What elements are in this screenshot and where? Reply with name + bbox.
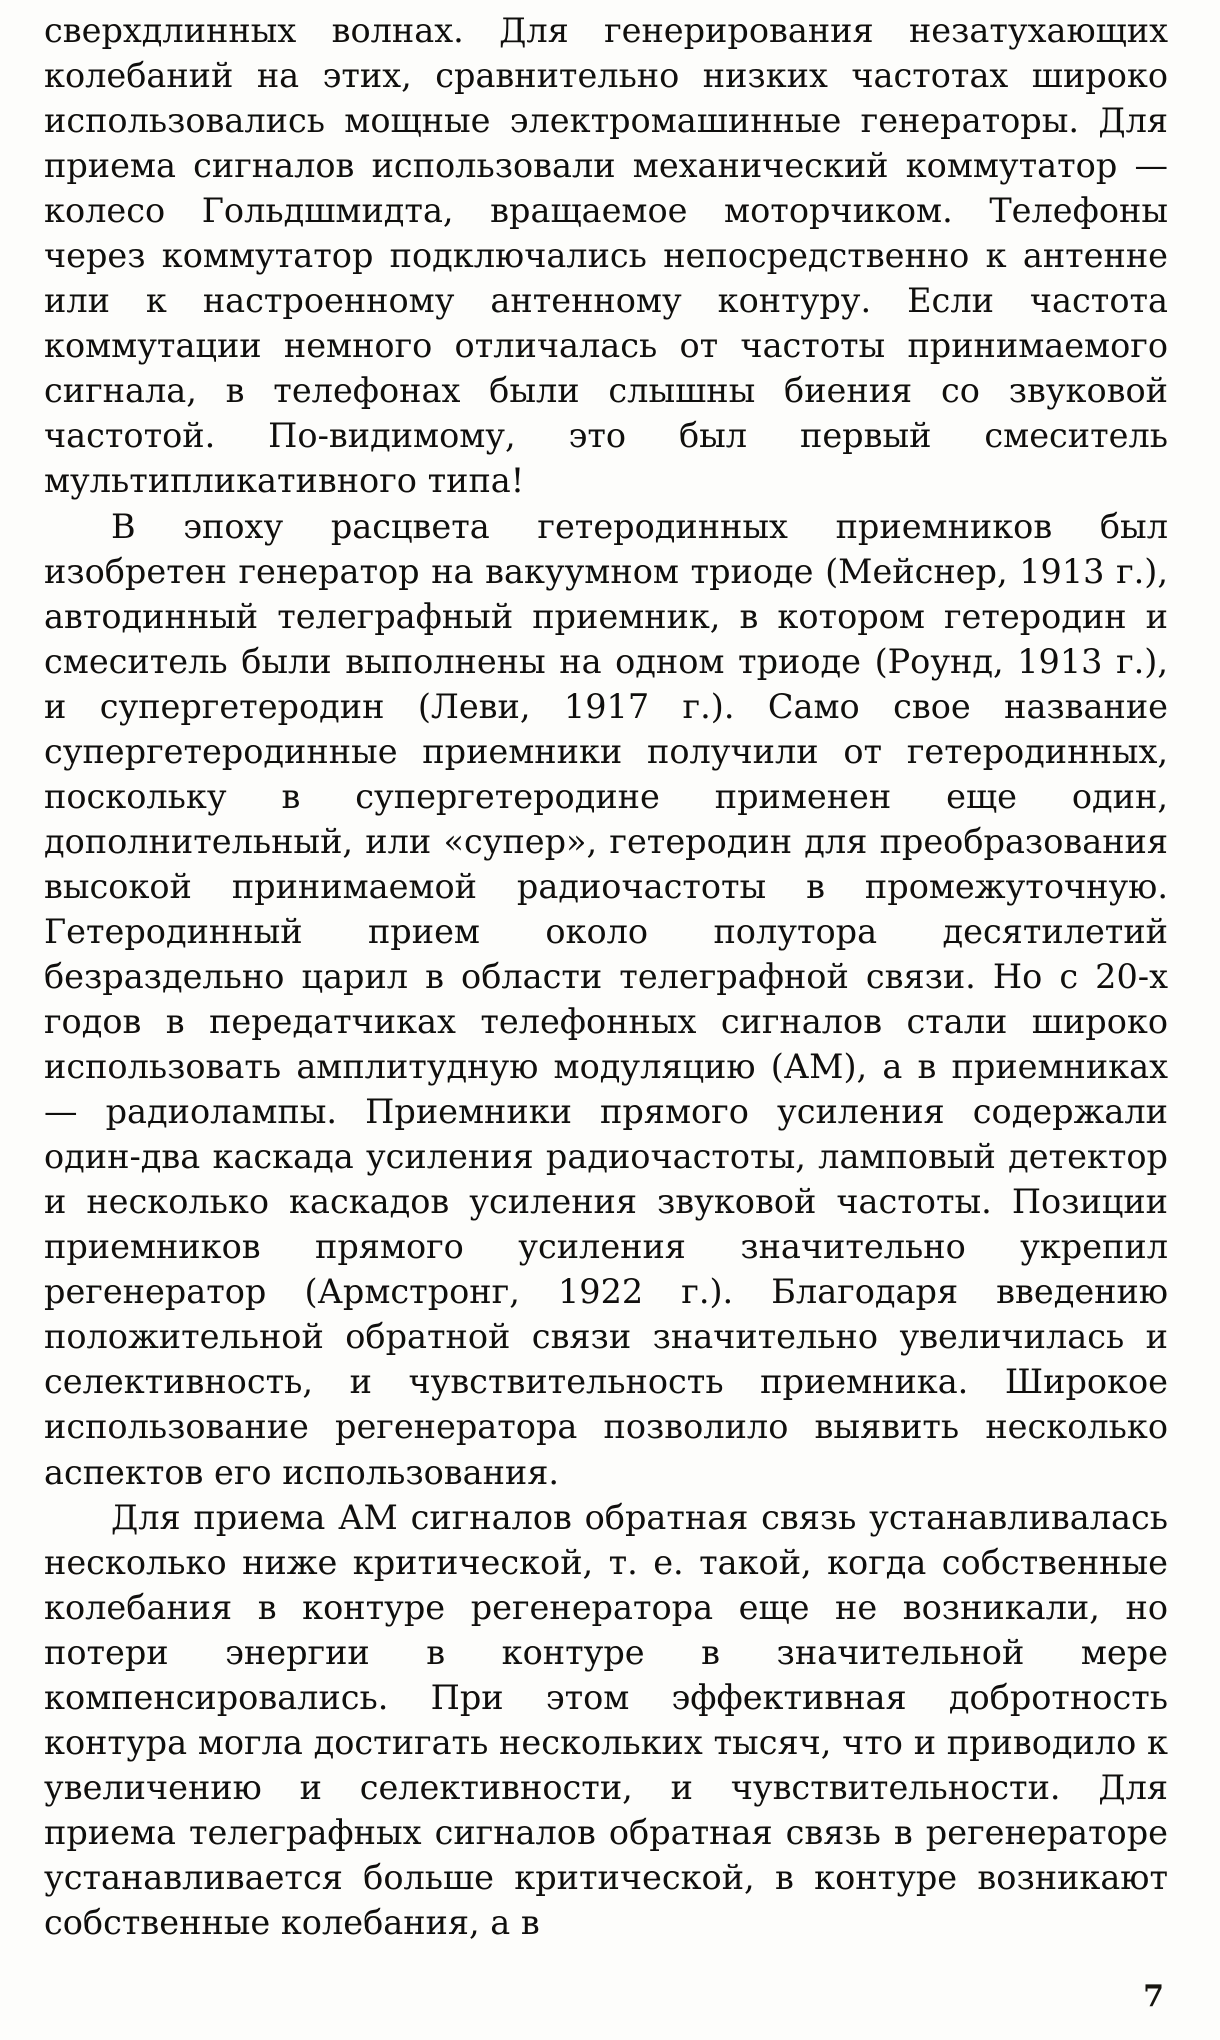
paragraph-continuation: сверхдлинных волнах. Для генерирования незатухающих колебаний на этих, сравнительно низких частотах широко использовались мощные электромашинные генераторы. Для приема сигналов использовали механический коммутатор — колесо Гольдшмидта, вращаемое моторчиком. Телефоны через коммутатор подключались непосредственно к антенне или к настроенному антенному контуру. Если частота коммутации немного отличалась от частоты принимаемого сигнала, в телефонах были слышны биения со звуковой частотой. По-видимому, это был первый смеситель мультипликативного типа! [44, 11, 1168, 501]
page-number: 7 [1143, 1979, 1164, 2014]
paragraph: Для приема АМ сигналов обратная связь устанавливалась несколько ниже критической, т. е. такой, когда собственные колебания в контуре регенератора еще не возникали, но потери энергии в контуре в значительной мере компенсировались. При этом эффективная добротность контура могла достигать нескольких тысяч, что и приводило к увеличению и селективности, и чувствительности. Для приема телеграфных сигналов обратная связь в регенераторе устанавливается больше критической, в контуре возникают собственные колебания, а в [44, 1497, 1168, 1942]
paragraph: В эпоху расцвета гетеродинных приемников был изобретен генератор на вакуумном триоде (Мейснер, 1913 г.), автодинный телеграфный приемник, в котором гетеродин и смеситель были выполнены на одном триоде (Роунд, 1913 г.), и супергетеродин (Леви, 1917 г.). Само свое название супергетеродинные приемники получили от гетеродинных, поскольку в супергетеродине применен еще один, дополнительный, или «супер», гетеродин для преобразования высокой принимаемой радиочастоты в промежуточную. Гетеродинный прием около полутора десятилетий безраздельно царил в области телеграфной связи. Но с 20-х годов в передатчиках телефонных сигналов стали широко использовать амплитудную модуляцию (АМ), а в приемниках — радиолампы. Приемники прямого усиления содержали один-два каскада усиления радиочастоты, ламповый детектор и несколько каскадов усиления звуковой частоты. Позиции приемников прямого усиления значительно укрепил регенератор (Армстронг, 1922 г.). Благодаря введению положительной обратной связи значительно увеличилась и селективность, и чувствительность приемника. Широкое использование регенератора позволило выявить несколько аспектов его использования. [44, 506, 1168, 1492]
page-body [44, 8, 1168, 1945]
